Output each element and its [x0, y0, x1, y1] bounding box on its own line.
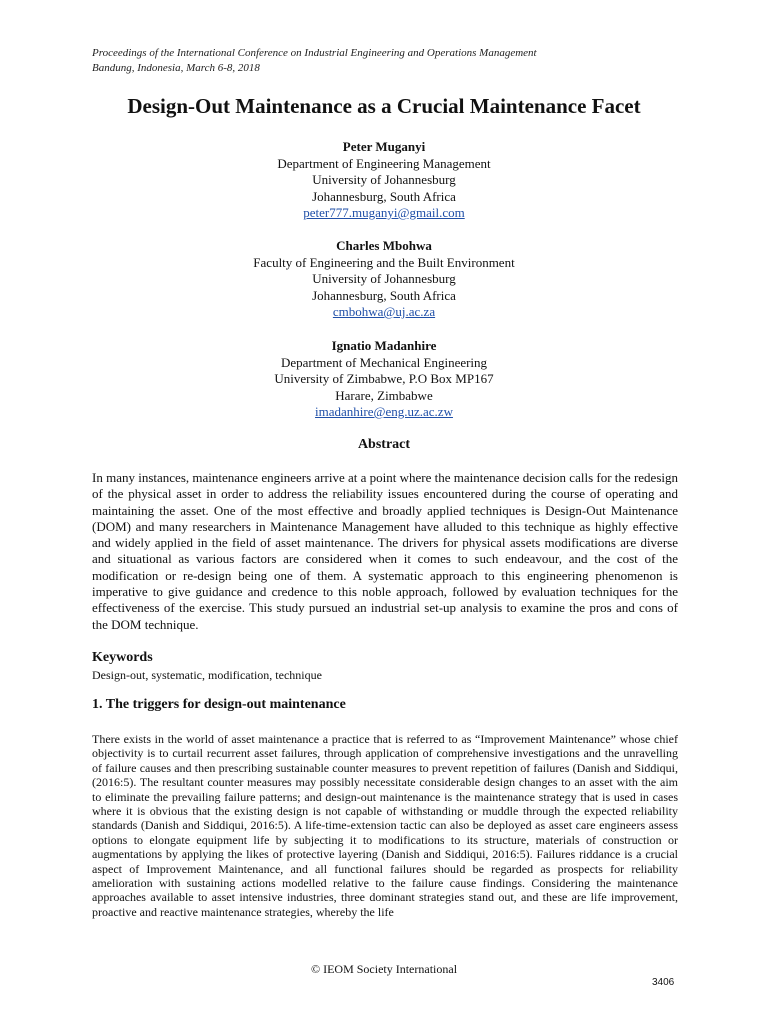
- author-affiliation-line: University of Zimbabwe, P.O Box MP167: [274, 371, 494, 386]
- keywords-text: Design-out, systematic, modification, technique: [92, 668, 322, 682]
- paper-title: Design-Out Maintenance as a Crucial Maintenance Facet: [127, 94, 641, 118]
- section-body-text: There exists in the world of asset maintenance a practice that is referred to as “Improvement Maintenance” whose chief objectivity is to curtail recurrent asset failures, through application of comprehensive investigations and the unravelling of failure causes and then prescribing sustainable counter measures to prevent repetition of failures (Danish and Siddiqui, (2016:5). The resultant counter measures may possibly necessitate considerable design changes to an asset with the aim to eliminate the prevailing failure patterns; and design-out maintenance is the maintenance strategy that is used in cases where it is obvious that the existing design is not capable of withstanding or muddle through the expected reliability standards (Danish and Siddiqui, 2016:5). A life-time-extension tactic can also be deployed as asset care engineers assess options to elongate equipment life by subjecting it to modifications to its structure, materials of construction or augmentations by applying the likes of protective layering (Danish and Siddiqui, 2016:5). Failures riddance is a crucial aspect of Improvement Maintenance, and all functional failures should be regarded as prospects for reliability amelioration with sustaining actions modelled relative to the failure cause findings. Considering the maintenance approaches available to asset intensive industries, three dominant strategies stand out, and these are life improvement, proactive and reactive maintenance strategies, whereby the life: [92, 732, 678, 919]
- keywords-heading: Keywords: [92, 650, 153, 665]
- author-email-link[interactable]: imadanhire@eng.uz.ac.zw: [315, 404, 453, 419]
- copyright-footer: © IEOM Society International: [310, 962, 458, 976]
- author-name: Ignatio Madanhire: [331, 338, 437, 353]
- abstract-heading: Abstract: [357, 437, 411, 452]
- page-number: 3406: [652, 977, 675, 988]
- author-affiliation-line: Harare, Zimbabwe: [335, 387, 433, 403]
- author-affiliation-line: Johannesburg, South Africa: [312, 188, 456, 204]
- author-block: [0, 139, 768, 222]
- header-line-1: Proceedings of the International Conference on Industrial Engineering and Operations Management: [92, 47, 537, 59]
- author-block: [0, 238, 768, 321]
- section-heading: 1. The triggers for design-out maintenance: [92, 697, 346, 712]
- header-line-2: Bandung, Indonesia, March 6-8, 2018: [92, 62, 260, 74]
- author-name: Charles Mbohwa: [336, 238, 432, 253]
- author-email-link[interactable]: cmbohwa@uj.ac.za: [332, 304, 436, 319]
- author-affiliation-line: Faculty of Engineering and the Built Environment: [253, 254, 515, 270]
- author-affiliation-line: Johannesburg, South Africa: [312, 287, 456, 303]
- author-affiliation-line: Department of Mechanical Engineering: [280, 354, 488, 370]
- author-affiliation-line: Department of Engineering Management: [277, 155, 491, 171]
- author-email-link[interactable]: peter777.muganyi@gmail.com: [303, 205, 465, 220]
- abstract-text: In many instances, maintenance engineers arrive at a point where the maintenance decision calls for the redesign of the physical asset in order to address the reliability issues encountered during the course of operating and maintaining the asset. One of the most effective and broadly applied techniques is Design-Out Maintenance (DOM) and many researchers in Maintenance Management have alluded to this technique as highly effective and widely applied in the field of asset maintenance. The drivers for physical assets modifications are diverse and situational as various factors are considered when it comes to such endeavour, and the cost of the modification or re-design being one of them. A systematic approach to this engineering phenomenon is imperative to give guidance and credence to this noble approach, followed by evaluation techniques for the effectiveness of the exercise. This study pursued an industrial set-up analysis to examine the pros and cons of the DOM technique.: [92, 470, 678, 632]
- author-name: Peter Muganyi: [342, 139, 426, 154]
- author-block: [0, 338, 768, 421]
- proceedings-header: [92, 46, 537, 76]
- author-affiliation-line: University of Johannesburg: [312, 172, 456, 187]
- author-affiliation-line: University of Johannesburg: [312, 271, 456, 286]
